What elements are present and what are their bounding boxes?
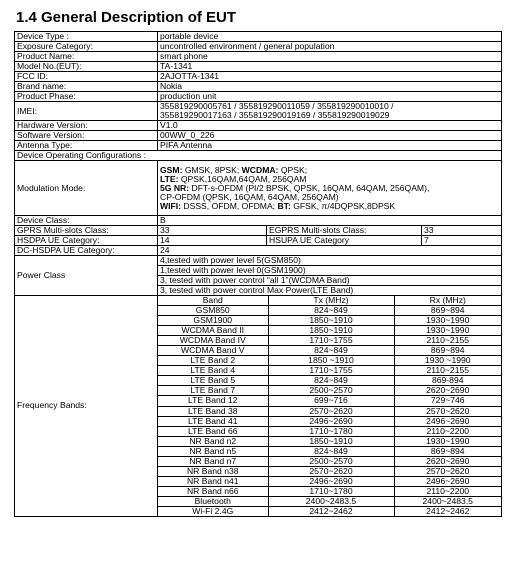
wifi-key: WIFI: [160, 200, 181, 211]
row-device-operating-configurations [15, 151, 502, 161]
frequency-band: LTE Band 7 [158, 386, 268, 396]
value-egprs-multislot: 33 [422, 226, 502, 235]
value-hsdpa-category: 14 [158, 236, 267, 245]
row-device-class [15, 216, 502, 226]
frequency-row [158, 466, 501, 476]
value-product-name: smart phone [158, 52, 502, 62]
frequency-row [158, 316, 501, 326]
row-antenna-type [15, 141, 502, 151]
frequency-row [158, 456, 501, 466]
frequency-row [158, 366, 501, 376]
power-class-line: 4,tested with power level 5(GSM850) [158, 256, 502, 266]
label-product-phase: Product Phase: [15, 92, 158, 102]
label-hsupa-category: HSUPA UE Category [267, 236, 422, 245]
frequency-bands-cell [158, 296, 502, 516]
value-device-class: B [158, 216, 502, 226]
wcdma-key: WCDMA: [241, 164, 279, 175]
row-gprs-multislot [15, 226, 502, 236]
row-model-no [15, 62, 502, 72]
frequency-band: LTE Band 4 [158, 366, 268, 376]
value-fcc-id: 2AJOTTA-1341 [158, 72, 502, 82]
value-modulation-mode [158, 161, 502, 216]
section-heading: 1.4 General Description of EUT [16, 9, 237, 26]
frequency-tx: 1850~1910 [268, 326, 394, 336]
frequency-tx: 2500~2570 [268, 456, 394, 466]
frequency-row [158, 346, 501, 356]
label-gprs-multislot: GPRS Multi-slots Class: [15, 226, 158, 236]
frequency-row [158, 416, 501, 426]
frequency-tx: 2570~2620 [268, 466, 394, 476]
frequency-tx: 2496~2690 [268, 416, 394, 426]
value-antenna-type: PIFA Antenna [158, 141, 502, 151]
frequency-band: NR Band n66 [158, 486, 268, 496]
frequency-row [158, 326, 501, 336]
frequency-rx: 729~746 [394, 396, 501, 406]
value-model-no: TA-1341 [158, 62, 502, 72]
frequency-tx: 1850~1910 [268, 316, 394, 326]
label-hardware-version: Hardware Version: [15, 121, 158, 131]
frequency-tx: 1710~1755 [268, 366, 394, 376]
frequency-band: LTE Band 41 [158, 416, 268, 426]
label-egprs-multislot: EGPRS Multi-slots Class: [267, 226, 422, 235]
label-antenna-type: Antenna Type: [15, 141, 158, 151]
label-dc-hsdpa-category: DC-HSDPA UE Category: [15, 246, 158, 256]
frequency-tx: 2412~2462 [268, 506, 394, 516]
wifi-value: DSSS, OFDM, OFDMA; [181, 200, 278, 211]
frequency-tx: 699~716 [268, 396, 394, 406]
frequency-row [158, 376, 501, 386]
frequency-tx: 2570~2620 [268, 406, 394, 416]
frequency-tx: 824~849 [268, 346, 394, 356]
frequency-tx: 2400~2483.5 [268, 496, 394, 506]
frequency-row [158, 386, 501, 396]
wcdma-value: QPSK; [278, 164, 308, 175]
frequency-band: NR Band n41 [158, 476, 268, 486]
row-imei [15, 102, 502, 121]
value-brand-name: Nokia [158, 82, 502, 92]
frequency-rx: 869-894 [394, 376, 501, 386]
frequency-band: LTE Band 2 [158, 356, 268, 366]
frequency-row [158, 446, 501, 456]
frequency-row [158, 486, 501, 496]
label-exposure-category: Exposure Category: [15, 42, 158, 52]
value-product-phase: production unit [158, 92, 502, 102]
gprs-inner-table [158, 226, 501, 235]
frequency-tx: 1850~1910 [268, 436, 394, 446]
frequency-row [158, 426, 501, 436]
frequency-rx: 2496~2690 [394, 416, 501, 426]
value-gprs-multislot: 33 [158, 226, 267, 235]
frequency-tx: 2496~2690 [268, 476, 394, 486]
row-software-version [15, 131, 502, 141]
gsm-value: GMSK, 8PSK; [182, 164, 242, 175]
label-imei: IMEI: [15, 102, 158, 121]
label-device-operating-configurations: Device Operating Configurations : [15, 151, 502, 161]
bt-key: BT: [277, 200, 291, 211]
power-class-line: 1,tested with power level 0(GSM1900) [158, 266, 502, 276]
value-dc-hsdpa-category: 24 [158, 246, 502, 256]
modulation-line-wifi [160, 202, 499, 211]
label-brand-name: Brand name: [15, 82, 158, 92]
bt-value: GFSK, π/4DQPSK,8DPSK [290, 200, 396, 211]
frequency-rx: 2496~2690 [394, 476, 501, 486]
frequency-tx: 1710~1780 [268, 426, 394, 436]
frequency-tx: 1710~1755 [268, 336, 394, 346]
frequency-band: GSM1900 [158, 316, 268, 326]
frequency-row [158, 336, 501, 346]
frequency-band: WCDMA Band II [158, 326, 268, 336]
frequency-band: Wi-Fi 2.4G [158, 506, 268, 516]
frequency-band: WCDMA Band V [158, 346, 268, 356]
row-product-name [15, 52, 502, 62]
frequency-band: NR Band n2 [158, 436, 268, 446]
value-imei [158, 102, 502, 121]
hsdpa-inner-table [158, 236, 501, 245]
frequency-tx: 824~849 [268, 376, 394, 386]
label-modulation-mode: Modulation Mode: [15, 161, 158, 216]
header-tx: Tx (MHz) [268, 296, 394, 306]
row-fcc-id [15, 72, 502, 82]
value-software-version: 00WW_0_226 [158, 131, 502, 141]
frequency-rx: 2110~2200 [394, 486, 501, 496]
row-device-type [15, 32, 502, 42]
power-class-line: 3, tested with power control Max Power(LTE Band) [158, 286, 502, 296]
row-dc-hsdpa-category [15, 246, 502, 256]
label-software-version: Software Version: [15, 131, 158, 141]
frequency-bands-table [158, 296, 501, 515]
label-device-type: Device Type : [15, 32, 158, 42]
value-hsdpa-group [158, 236, 502, 246]
frequency-row [158, 356, 501, 366]
eut-description-table [14, 31, 502, 517]
frequency-row [158, 506, 501, 516]
frequency-rx: 1930~1990 [394, 436, 501, 446]
label-fcc-id: FCC ID: [15, 72, 158, 82]
value-exposure-category: uncontrolled environment / general population [158, 42, 502, 52]
frequency-rx: 869~894 [394, 346, 501, 356]
frequency-tx: 824~849 [268, 446, 394, 456]
row-product-phase [15, 92, 502, 102]
lte-key: LTE: [160, 173, 179, 184]
frequency-row [158, 396, 501, 406]
imei-line-1: 355819290005761 / 355819290011059 / 355819290010010 / [160, 101, 394, 112]
value-gprs-group [158, 226, 502, 236]
frequency-rx: 2570~2620 [394, 406, 501, 416]
frequency-rx: 2620~2690 [394, 386, 501, 396]
label-product-name: Product Name: [15, 52, 158, 62]
frequency-band: LTE Band 38 [158, 406, 268, 416]
nr-key: 5G NR: [160, 182, 190, 193]
frequency-band: GSM850 [158, 306, 268, 316]
lte-value: QPSK,16QAM,64QAM, 256QAM [178, 173, 307, 184]
row-hardware-version [15, 121, 502, 131]
frequency-row [158, 476, 501, 486]
frequency-row [158, 306, 501, 316]
label-device-class: Device Class: [15, 216, 158, 226]
frequency-rx: 2620~2690 [394, 456, 501, 466]
frequency-rx: 2110~2155 [394, 366, 501, 376]
imei-line-2: 355819290017163 / 355819290019169 / 355819290019029 [160, 110, 390, 121]
frequency-band: LTE Band 66 [158, 426, 268, 436]
row-modulation-mode [15, 161, 502, 216]
frequency-rx: 1930 ~1990 [394, 356, 501, 366]
frequency-band: NR Band n5 [158, 446, 268, 456]
label-power-class: Power Class [15, 256, 158, 296]
value-hardware-version: V1.0 [158, 121, 502, 131]
frequency-tx: 2500~2570 [268, 386, 394, 396]
row-frequency-bands [15, 296, 502, 516]
frequency-rx: 869~894 [394, 306, 501, 316]
frequency-band: LTE Band 12 [158, 396, 268, 406]
header-band: Band [158, 296, 268, 306]
nr-value: DFT-s-OFDM (PI/2 BPSK, QPSK, 16QAM, 64QAM, 256QAM), [189, 182, 430, 193]
row-exposure-category [15, 42, 502, 52]
frequency-tx: 1710~1780 [268, 486, 394, 496]
frequency-rx: 2110~2155 [394, 336, 501, 346]
frequency-band: NR Band n7 [158, 456, 268, 466]
row-power-class [15, 256, 502, 266]
row-brand-name [15, 82, 502, 92]
label-frequency-bands: Frequency Bands: [15, 296, 158, 516]
frequency-row [158, 496, 501, 506]
frequency-rx: 2400~2483.5 [394, 496, 501, 506]
frequency-rx: 2412~2462 [394, 506, 501, 516]
frequency-rx: 869~894 [394, 446, 501, 456]
frequency-band: Bluetooth [158, 496, 268, 506]
frequency-row [158, 436, 501, 446]
row-hsdpa-category [15, 236, 502, 246]
power-class-line: 3, tested with power control “all 1”(WCDMA Band) [158, 276, 502, 286]
modulation-line-nr-cp: CP-OFDM (QPSK, 16QAM, 64QAM, 256QAM) [160, 191, 339, 202]
frequency-rx: 1930~1990 [394, 326, 501, 336]
header-rx: Rx (MHz) [394, 296, 501, 306]
gsm-key: GSM: [160, 164, 183, 175]
frequency-tx: 824~849 [268, 306, 394, 316]
frequency-band: NR Band n38 [158, 466, 268, 476]
label-hsdpa-category: HSDPA UE Category: [15, 236, 158, 246]
frequency-row [158, 406, 501, 416]
frequency-header-row [158, 296, 501, 306]
frequency-rx: 2570~2620 [394, 466, 501, 476]
frequency-rx: 2110~2200 [394, 426, 501, 436]
label-model-no: Model No.(EUT): [15, 62, 158, 72]
frequency-tx: 1850 ~1910 [268, 356, 394, 366]
value-device-type: portable device [158, 32, 502, 42]
value-hsupa-category: 7 [422, 236, 502, 245]
frequency-band: LTE Band 5 [158, 376, 268, 386]
frequency-band: WCDMA Band IV [158, 336, 268, 346]
frequency-rx: 1930~1990 [394, 316, 501, 326]
